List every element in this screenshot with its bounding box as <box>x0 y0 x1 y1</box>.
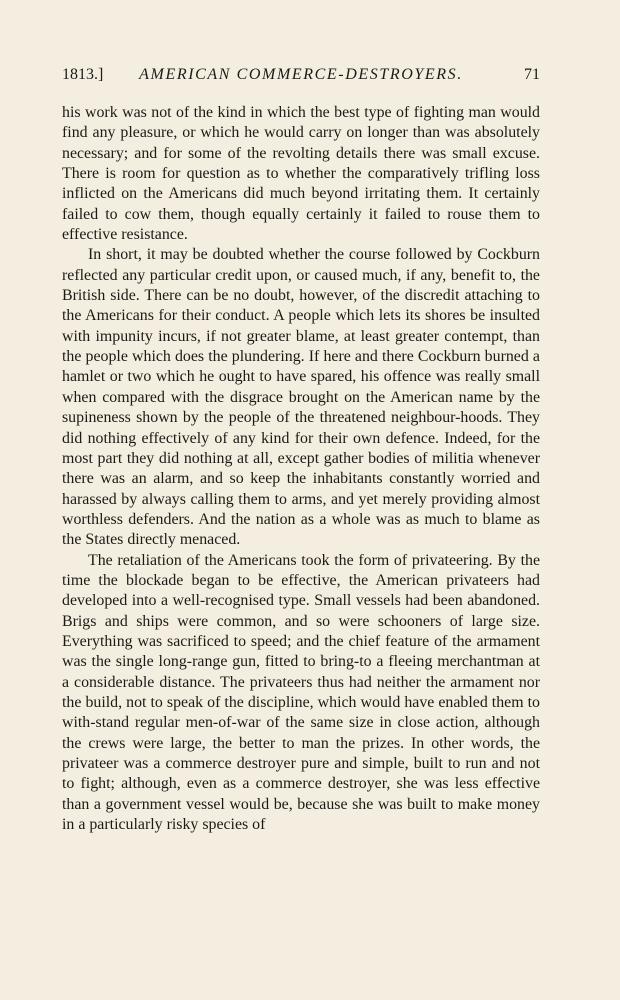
page-number: 71 <box>524 66 540 83</box>
page-header <box>62 66 540 88</box>
paragraph-cockburn: In short, it may be doubted whether the course followed by Cockburn reflected any particular credit upon, or caused much, if any, benefit to, the British side. There can be no doubt, however, of the discredit attaching to the Americans for their conduct. A people which lets its shores be insulted with impunity incurs, if not greater blame, at least greater contempt, than the people which does the plundering. If here and there Cockburn burned a hamlet or two which he ought to have spared, his offence was really small when compared with the disgrace brought on the American name by the supineness shown by the people of the threatened neighbour-hoods. They did nothing effectively of any kind for their own defence. Indeed, for the most part they did nothing at all, except gather bodies of militia whenever there was an alarm, and so keep the inhabitants constantly worried and harassed by always calling them to arms, and yet merely providing almost worthless defenders. And the nation as a whole was as much to blame as the States directly menaced. <box>62 246 540 549</box>
body-text <box>62 103 540 835</box>
paragraph-privateering: The retaliation of the Americans took the form of privateering. By the time the blockade began to be effective, the American privateers had developed into a well-recognised type. Small vessels had been abandoned. Brigs and ships were common, and so were schooners of large size. Everything was sacrificed to speed; and the chief feature of the armament was the single long-range gun, fitted to bring-to a fleeing merchantman at a considerable distance. The privateers thus had neither the armament nor the build, not to speak of the discipline, which would have enabled them to with-stand regular men-of-war of the same size in close action, although the crews were large, the better to man the prizes. In other words, the privateer was a commerce destroyer pure and simple, built to run and not to fight; although, even as a commerce destroyer, she was less effective than a government vessel would be, because she was built to make money in a particularly risky species of <box>62 551 540 834</box>
header-year: 1813.] <box>62 66 104 83</box>
running-title: AMERICAN COMMERCE-DESTROYERS. <box>139 66 463 83</box>
paragraph-continued: his work was not of the kind in which the best type of fighting man would find any pleasure, or which he would carry on longer than was absolutely necessary; and for some of the revolting details there was small excuse. There is room for question as to whether the comparatively trifling loss inflicted on the Americans did much beyond irritating them. It certainly failed to cow them, though equally certainly it failed to rouse them to effective resistance. <box>62 104 540 244</box>
